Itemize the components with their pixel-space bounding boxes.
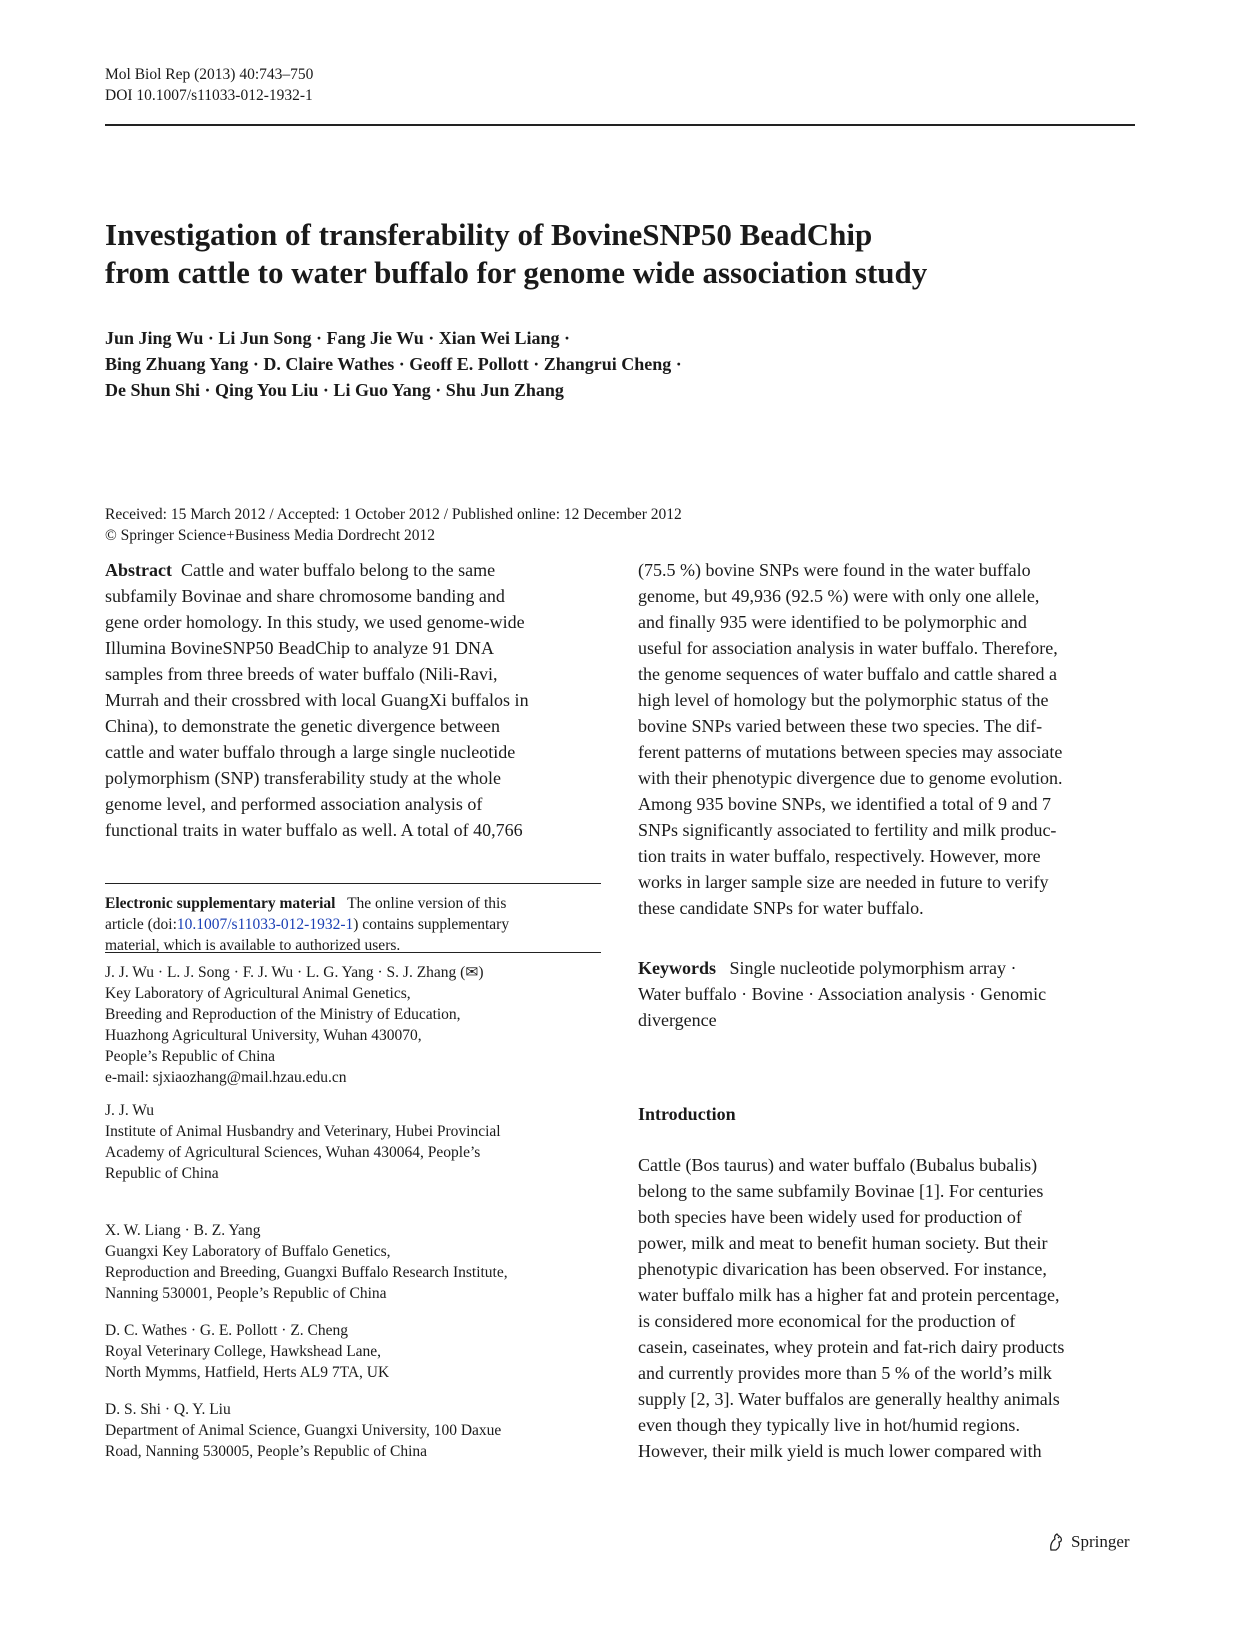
affiliation-line: Guangxi Key Laboratory of Buffalo Genetics, bbox=[105, 1243, 391, 1260]
abstract-cont-line-14: these candidate SNPs for water buffalo. bbox=[638, 898, 924, 918]
affiliation-line: Breeding and Reproduction of the Ministry of Education, bbox=[105, 1006, 461, 1023]
affiliation-line: Institute of Animal Husbandry and Veterinary, Hubei Provincial bbox=[105, 1123, 501, 1140]
affiliation-line: Road, Nanning 530005, People’s Republic of China bbox=[105, 1443, 428, 1460]
introduction-body bbox=[638, 1152, 1134, 1464]
affiliation-names: X. W. Liang · B. Z. Yang bbox=[105, 1222, 261, 1239]
header-rule bbox=[105, 124, 1135, 126]
keywords-line-2: Water buffalo · Bovine · Association analysis · Genomic bbox=[638, 984, 1047, 1004]
abstract-left bbox=[105, 557, 601, 843]
footnote-rule bbox=[105, 883, 601, 884]
article-title bbox=[105, 216, 1135, 292]
supp-doi-link[interactable]: 10.1007/s11033-012-1932-1 bbox=[176, 916, 354, 933]
abstract-right bbox=[638, 557, 1134, 921]
affiliation-line: Reproduction and Breeding, Guangxi Buffalo Research Institute, bbox=[105, 1264, 508, 1281]
title-line-1: Investigation of transferability of BovineSNP50 BeadChip bbox=[105, 217, 873, 252]
keywords bbox=[638, 955, 1134, 1033]
journal-header bbox=[105, 64, 313, 106]
copyright-line: © Springer Science+Business Media Dordrecht 2012 bbox=[105, 527, 436, 544]
affiliation-block-3 bbox=[105, 1220, 601, 1304]
journal-citation: Mol Biol Rep (2013) 40:743–750 bbox=[105, 66, 314, 83]
authors-line-3: De Shun Shi · Qing You Liu · Li Guo Yang · Shu Jun Zhang bbox=[105, 380, 564, 400]
author-list bbox=[105, 325, 1135, 403]
abstract-cont-line-13: works in larger sample size are needed in future to verify bbox=[638, 872, 1049, 892]
supp-line-2: article (doi:10.1007/s11033-012-1932-1) contains supplementary bbox=[105, 916, 510, 933]
affiliation-line: People’s Republic of China bbox=[105, 1048, 276, 1065]
abstract-line-7: China), to demonstrate the genetic divergence between bbox=[105, 716, 501, 736]
affiliation-names: J. J. Wu · L. J. Song · F. J. Wu · L. G. Yang · S. J. Zhang (✉) bbox=[105, 964, 484, 981]
title-line-2: from cattle to water buffalo for genome wide association study bbox=[105, 255, 928, 290]
authors-line-1: Jun Jing Wu · Li Jun Song · Fang Jie Wu · Xian Wei Liang · bbox=[105, 328, 571, 348]
intro-line-4: power, milk and meat to benefit human society. But their bbox=[638, 1233, 1048, 1253]
affiliation-email: e-mail: sjxiaozhang@mail.hzau.edu.cn bbox=[105, 1069, 347, 1086]
abstract-cont-line-5: the genome sequences of water buffalo and cattle shared a bbox=[638, 664, 1057, 684]
affiliation-block-5 bbox=[105, 1399, 601, 1462]
publisher-name: Springer bbox=[1071, 1532, 1130, 1551]
keywords-line-3: divergence bbox=[638, 1010, 717, 1030]
affiliation-line: Academy of Agricultural Sciences, Wuhan 430064, People’s bbox=[105, 1144, 481, 1161]
abstract-cont-line-3: and finally 935 were identified to be polymorphic and bbox=[638, 612, 1027, 632]
abstract-cont-line-7: bovine SNPs varied between these two species. The dif- bbox=[638, 716, 1043, 736]
abstract-line-11: functional traits in water buffalo as well. A total of 40,766 bbox=[105, 820, 523, 840]
abstract-cont-line-12: tion traits in water buffalo, respectively. However, more bbox=[638, 846, 1041, 866]
publication-history bbox=[105, 504, 1135, 546]
intro-line-10: supply [2, 3]. Water buffalos are generally healthy animals bbox=[638, 1389, 1060, 1409]
intro-line-2: belong to the same subfamily Bovinae [1]. For centuries bbox=[638, 1181, 1044, 1201]
abstract-line-9: polymorphism (SNP) transferability study at the whole bbox=[105, 768, 501, 788]
affiliation-block-2 bbox=[105, 1100, 601, 1184]
intro-line-11: even though they typically live in hot/humid regions. bbox=[638, 1415, 1020, 1435]
affiliation-names: J. J. Wu bbox=[105, 1102, 155, 1119]
abstract-line-1: Abstract Cattle and water buffalo belong to the same bbox=[105, 560, 496, 580]
abstract-cont-line-9: with their phenotypic divergence due to genome evolution. bbox=[638, 768, 1063, 788]
supp-line-3: material, which is available to authorized users. bbox=[105, 937, 401, 954]
abstract-line-5: samples from three breeds of water buffalo (Nili-Ravi, bbox=[105, 664, 498, 684]
abstract-line-10: genome level, and performed association analysis of bbox=[105, 794, 483, 814]
abstract-heading: Abstract bbox=[105, 560, 172, 580]
intro-line-1: Cattle (Bos taurus) and water buffalo (Bubalus bubalis) bbox=[638, 1155, 1038, 1175]
history-dates: Received: 15 March 2012 / Accepted: 1 October 2012 / Published online: 12 December 2012 bbox=[105, 506, 682, 523]
affiliation-line: Republic of China bbox=[105, 1165, 219, 1182]
introduction-heading: Introduction bbox=[638, 1104, 736, 1124]
intro-line-9: and currently provides more than 5 % of the world’s milk bbox=[638, 1363, 1052, 1383]
affiliation-line: North Mymms, Hatfield, Herts AL9 7TA, UK bbox=[105, 1364, 390, 1381]
affiliation-block-4 bbox=[105, 1320, 601, 1383]
intro-line-12: However, their milk yield is much lower compared with bbox=[638, 1441, 1042, 1461]
abstract-line-2: subfamily Bovinae and share chromosome banding and bbox=[105, 586, 505, 606]
intro-line-7: is considered more economical for the production of bbox=[638, 1311, 1016, 1331]
intro-line-8: casein, caseinates, whey protein and fat-rich dairy products bbox=[638, 1337, 1065, 1357]
supp-line-1: Electronic supplementary material The online version of this bbox=[105, 895, 507, 912]
intro-line-3: both species have been widely used for production of bbox=[638, 1207, 1022, 1227]
abstract-line-6: Murrah and their crossbred with local GuangXi buffalos in bbox=[105, 690, 529, 710]
affiliation-names: D. C. Wathes · G. E. Pollott · Z. Cheng bbox=[105, 1322, 349, 1339]
affiliation-line: Department of Animal Science, Guangxi University, 100 Daxue bbox=[105, 1422, 502, 1439]
affiliation-line: Nanning 530001, People’s Republic of China bbox=[105, 1285, 387, 1302]
publisher-logo bbox=[1047, 1531, 1130, 1553]
keywords-heading: Keywords bbox=[638, 958, 716, 978]
abstract-cont-line-8: ferent patterns of mutations between species may associate bbox=[638, 742, 1063, 762]
intro-line-5: phenotypic divarication has been observed. For instance, bbox=[638, 1259, 1047, 1279]
journal-doi: DOI 10.1007/s11033-012-1932-1 bbox=[105, 87, 313, 104]
abstract-cont-line-11: SNPs significantly associated to fertility and milk produc- bbox=[638, 820, 1057, 840]
keywords-line-1: Keywords Single nucleotide polymorphism array · bbox=[638, 958, 1017, 978]
abstract-cont-line-1: (75.5 %) bovine SNPs were found in the water buffalo bbox=[638, 560, 1031, 580]
authors-line-2: Bing Zhuang Yang · D. Claire Wathes · Geoff E. Pollott · Zhangrui Cheng · bbox=[105, 354, 682, 374]
abstract-line-3: gene order homology. In this study, we used genome-wide bbox=[105, 612, 525, 632]
abstract-line-4: Illumina BovineSNP50 BeadChip to analyze 91 DNA bbox=[105, 638, 494, 658]
affiliation-line: Huazhong Agricultural University, Wuhan 430070, bbox=[105, 1027, 422, 1044]
supp-heading: Electronic supplementary material bbox=[105, 895, 336, 912]
supplementary-note bbox=[105, 893, 601, 956]
affiliation-line: Key Laboratory of Agricultural Animal Genetics, bbox=[105, 985, 411, 1002]
affiliation-rule bbox=[105, 952, 601, 953]
affiliation-line: Royal Veterinary College, Hawkshead Lane, bbox=[105, 1343, 382, 1360]
abstract-cont-line-4: useful for association analysis in water buffalo. Therefore, bbox=[638, 638, 1058, 658]
intro-line-6: water buffalo milk has a higher fat and protein percentage, bbox=[638, 1285, 1060, 1305]
abstract-cont-line-6: high level of homology but the polymorphic status of the bbox=[638, 690, 1049, 710]
affiliation-names: D. S. Shi · Q. Y. Liu bbox=[105, 1401, 231, 1418]
abstract-line-8: cattle and water buffalo through a large single nucleotide bbox=[105, 742, 516, 762]
affiliation-block-1 bbox=[105, 962, 601, 1088]
abstract-cont-line-2: genome, but 49,936 (92.5 %) were with only one allele, bbox=[638, 586, 1040, 606]
abstract-cont-line-10: Among 935 bovine SNPs, we identified a total of 9 and 7 bbox=[638, 794, 1051, 814]
springer-horse-icon bbox=[1047, 1532, 1065, 1552]
